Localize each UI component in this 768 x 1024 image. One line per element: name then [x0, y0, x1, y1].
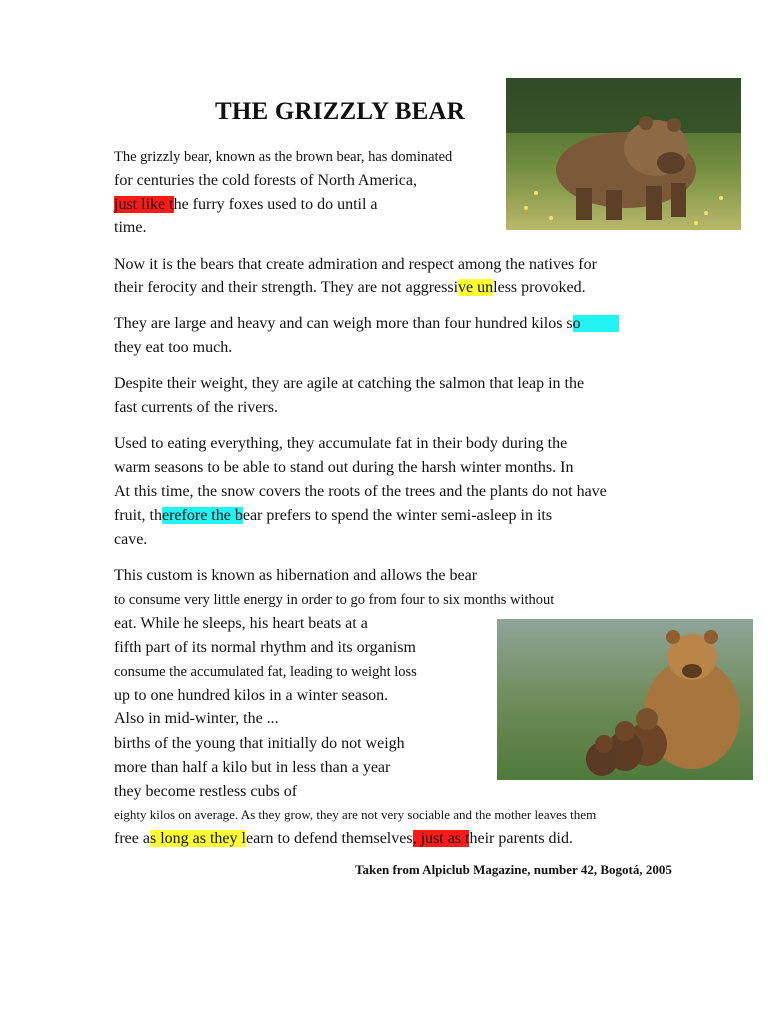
text-span: free a [114, 830, 150, 847]
paragraph-6-line-3: eat. While he sleeps, his heart beats at a [114, 615, 368, 632]
paragraph-2-line-2 [114, 278, 586, 298]
paragraph-4-line-1: Despite their weight, they are agile at catching the salmon that leap in the [114, 375, 585, 392]
mother-bear-with-cubs-photo [497, 619, 753, 780]
highlight-cyan: erefore the b [162, 507, 243, 524]
paragraph-6-line-2: to consume very little energy in order to go from four to six months without [114, 592, 555, 608]
highlight-yellow: s long as they l [149, 830, 246, 847]
paragraph-3-line-2: they eat too much. [114, 339, 233, 356]
text-span: ear prefers to spend the winter semi-asleep in its [242, 507, 553, 524]
paragraph-6-line-1: This custom is known as hibernation and allows the bear [114, 567, 478, 584]
paragraph-6-line-6: up to one hundred kilos in a winter season. [114, 687, 389, 704]
paragraph-1-line-3 [114, 195, 378, 215]
source-credit: Taken from Alpiclub Magazine, number 42, Bogotá, 2005 [355, 862, 672, 877]
paragraph-5-line-3: At this time, the snow covers the roots of the trees and the plants do not have [114, 483, 607, 500]
highlight-red: , just as t [412, 830, 470, 847]
page-title: THE GRIZZLY BEAR [215, 98, 466, 125]
paragraph-5-line-4 [114, 506, 552, 526]
paragraph-1-line-1: The grizzly bear, known as the brown bear, has dominated [114, 149, 453, 165]
paragraph-1-line-4: time. [114, 219, 147, 236]
text-span: They are large and heavy and can weigh more than four hundred kilos s [114, 315, 573, 332]
text-span: he furry foxes used to do until a [173, 196, 378, 213]
grizzly-bear-standing-photo [506, 78, 741, 230]
paragraph-2-line-1: Now it is the bears that create admiration and respect among the natives for [114, 256, 597, 273]
paragraph-4-line-2: fast currents of the rivers. [114, 399, 278, 416]
text-span: heir parents did. [469, 830, 573, 847]
paragraph-6-line-5: consume the accumulated fat, leading to weight loss [114, 664, 417, 680]
paragraph-5-line-2: warm seasons to be able to stand out during the harsh winter months. In [114, 459, 574, 476]
paragraph-5-line-1: Used to eating everything, they accumulate fat in their body during the [114, 435, 568, 452]
paragraph-6-line-12 [114, 829, 573, 849]
paragraph-6-line-10: they become restless cubs of [114, 783, 298, 800]
paragraph-1-line-2: for centuries the cold forests of North America, [114, 172, 418, 189]
paragraph-6-line-4: fifth part of its normal rhythm and its organism [114, 639, 416, 656]
paragraph-6-line-7: Also in mid-winter, the ... [114, 710, 279, 727]
paragraph-6-line-8: births of the young that initially do not weigh [114, 735, 405, 752]
text-span: fruit, th [114, 507, 162, 524]
text-span: their ferocity and their strength. They are not aggressi [114, 279, 459, 296]
highlight-red: just like t [114, 196, 174, 213]
paragraph-6-line-9: more than half a kilo but in less than a year [114, 759, 391, 776]
paragraph-6-line-11: eighty kilos on average. As they grow, they are not very sociable and the mother leaves them [114, 807, 597, 822]
paragraph-3-line-1 [114, 314, 619, 334]
highlight-cyan: o [573, 315, 619, 332]
paragraph-5-line-5: cave. [114, 531, 148, 548]
text-span: earn to defend themselves [245, 830, 413, 847]
highlight-yellow: ve un [458, 279, 494, 296]
text-span: less provoked. [493, 279, 586, 296]
